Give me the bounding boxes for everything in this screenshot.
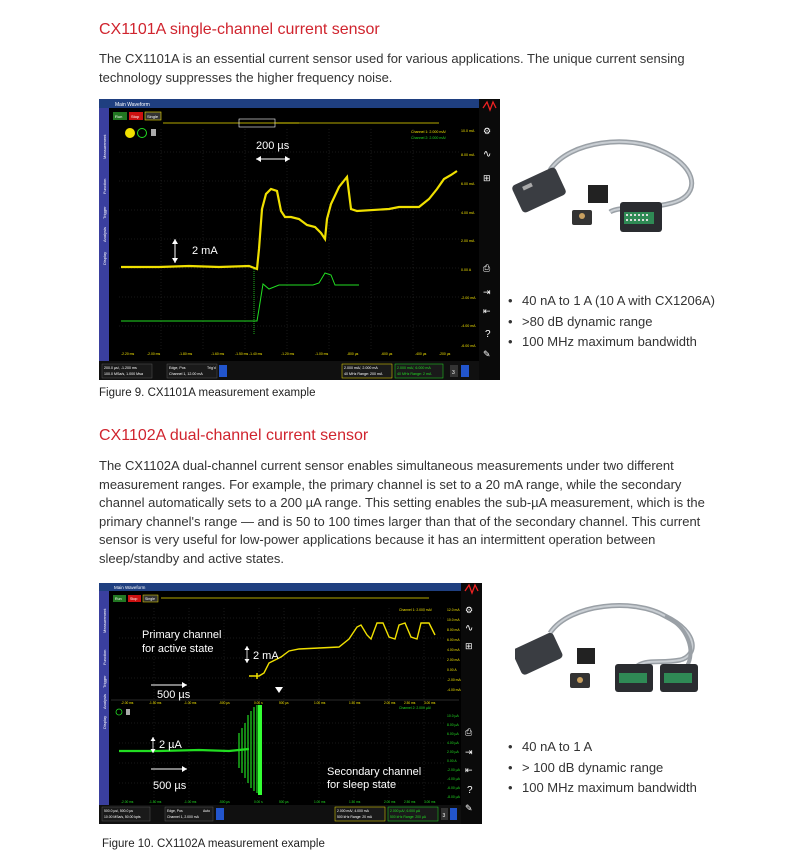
figure10-caption: Figure 10. CX1102A measurement example <box>102 838 325 850</box>
svg-text:Main Waveform: Main Waveform <box>114 585 146 590</box>
svg-text:-1.00 ms: -1.00 ms <box>184 701 197 705</box>
svg-text:500 kHz Range: 200 µA: 500 kHz Range: 200 µA <box>390 815 427 819</box>
annotation-500us-upper: 500 µs <box>157 689 191 701</box>
svg-text:Channel 2: 2.000 µA/: Channel 2: 2.000 µA/ <box>399 706 431 710</box>
svg-text:-500 µs: -500 µs <box>219 701 230 705</box>
svg-text:2.000 mA/, 6.000 mA: 2.000 mA/, 6.000 mA <box>397 366 431 370</box>
logout-icon[interactable]: ⇤ <box>465 765 473 775</box>
svg-text:-8.00 µA: -8.00 µA <box>447 795 460 799</box>
svg-text:2.00 ms: 2.00 ms <box>384 701 396 705</box>
svg-text:10.0 mA: 10.0 mA <box>447 618 460 622</box>
scope2-run-button[interactable] <box>113 595 126 602</box>
svg-text:-2.00 ms: -2.00 ms <box>121 701 134 705</box>
svg-text:2.50 ms: 2.50 ms <box>404 800 416 804</box>
scope1-tab-trigger[interactable]: Trigger <box>102 206 107 219</box>
scope2-tab-measurement[interactable]: Measurement <box>102 608 107 633</box>
svg-text:0.00 A: 0.00 A <box>447 668 457 672</box>
scope2-stop-button[interactable] <box>128 595 141 602</box>
scope1-trigger-d-button[interactable] <box>219 365 227 377</box>
svg-text:-1.00 ms: -1.00 ms <box>315 352 329 356</box>
scope2-tab-trigger[interactable]: Trigger <box>102 675 107 688</box>
svg-text:-1.50 ms: -1.50 ms <box>149 701 162 705</box>
svg-text:6.00 µA: 6.00 µA <box>447 732 459 736</box>
svg-text:2.00 µA: 2.00 µA <box>447 750 459 754</box>
svg-text:4.00 mA: 4.00 mA <box>447 648 460 652</box>
svg-text:4.00 µA: 4.00 µA <box>447 741 459 745</box>
svg-text:Channel 1: 2.000 mA/: Channel 1: 2.000 mA/ <box>411 130 446 134</box>
svg-text:-1.60 ms: -1.60 ms <box>211 352 225 356</box>
svg-text:Stop: Stop <box>130 597 138 601</box>
login-icon[interactable]: ⇥ <box>483 287 491 297</box>
svg-text:3.00 ms: 3.00 ms <box>424 701 436 705</box>
svg-text:2.000 µA/, 6.000 µA: 2.000 µA/, 6.000 µA <box>390 809 421 813</box>
annotation-primary-channel: Primary channel <box>142 629 222 641</box>
cx1102a-feature-list <box>508 737 697 799</box>
scope1-stop-button[interactable] <box>129 112 143 120</box>
svg-text:3.00 ms: 3.00 ms <box>424 800 436 804</box>
cx1101a-feature-list <box>508 291 715 353</box>
logout-icon[interactable]: ⇤ <box>483 306 491 316</box>
section1-body: The CX1101A is an essential current sensor used for various applications. The unique current sensing technology suppresses the higher frequency noise. <box>99 51 685 85</box>
svg-text:3: 3 <box>452 370 455 376</box>
svg-text:0.00 s: 0.00 s <box>254 800 263 804</box>
svg-text:40 MHz Range: 200 mA: 40 MHz Range: 200 mA <box>344 372 383 376</box>
svg-text:0.00 A: 0.00 A <box>447 759 457 763</box>
feature-item: • 40 nA to 1 A (10 A with CX1206A) <box>508 291 715 312</box>
annotation-500us-lower: 500 µs <box>153 780 187 792</box>
channel2-indicator-icon[interactable] <box>138 129 147 138</box>
grid-icon[interactable]: ⊞ <box>465 641 473 651</box>
scope2-tab-display[interactable]: Display <box>102 715 107 729</box>
section2-title: CX1102A dual-channel current sensor <box>99 427 369 444</box>
section1-title: CX1101A single-channel current sensor <box>99 21 380 38</box>
svg-text:0.00 A: 0.00 A <box>461 268 472 272</box>
svg-text:-4.00 mA: -4.00 mA <box>461 324 476 328</box>
svg-text:8.00 µA: 8.00 µA <box>447 723 459 727</box>
svg-text:Channel 1, 12.00 mA: Channel 1, 12.00 mA <box>169 372 203 376</box>
svg-text:2.00 mA: 2.00 mA <box>461 239 475 243</box>
scope1-tab-function[interactable]: Function <box>102 178 107 194</box>
svg-text:200.0 µs/, -1.200 ms: 200.0 µs/, -1.200 ms <box>104 366 137 370</box>
svg-text:Edge, Pos: Edge, Pos <box>169 366 186 370</box>
svg-text:Stop: Stop <box>131 114 140 119</box>
svg-text:-500 µs: -500 µs <box>219 800 230 804</box>
section2-body: The CX1102A dual-channel current sensor enables simultaneous measurements under two different measurement ranges. For example, the primary channel is set to a 20 mA range, while the secondary channel automatically sets to a 200 µA range. This setting enables the sub-µA measurement, which is the primary channel's range — and is 50 to 100 times larger than that of the secondary channel. This current sensor is very useful for low-power applications because it has an intermittent operation between sleep/standby and active states. <box>99 458 705 566</box>
channel2-indicator-icon[interactable] <box>116 709 122 715</box>
feature-item: • 40 nA to 1 A <box>508 737 697 758</box>
svg-text:1.00 ms: 1.00 ms <box>314 800 326 804</box>
svg-text:2.00 mA: 2.00 mA <box>447 658 460 662</box>
help-icon[interactable]: ? <box>467 785 473 796</box>
waveform-icon[interactable]: ∿ <box>483 149 492 160</box>
scope2-tab-analysis[interactable]: Analysis <box>102 694 107 709</box>
svg-text:6.00 mA: 6.00 mA <box>461 182 475 186</box>
trash-icon[interactable] <box>126 709 130 715</box>
annotation-secondary-channel: Secondary channel <box>327 766 422 778</box>
login-icon[interactable]: ⇥ <box>465 747 473 757</box>
svg-text:500 µs: 500 µs <box>279 800 289 804</box>
svg-text:-4.00 mA: -4.00 mA <box>447 688 461 692</box>
scope1-tab-analysis[interactable]: Analysis <box>102 227 107 242</box>
svg-text:500 kHz Range: 20 mA: 500 kHz Range: 20 mA <box>337 815 373 819</box>
svg-text:-2.00 ms: -2.00 ms <box>147 352 161 356</box>
svg-text:Single: Single <box>147 114 159 119</box>
svg-text:Single: Single <box>145 597 155 601</box>
wrench-icon[interactable]: ⚙ <box>465 605 474 615</box>
svg-text:500.0 µs/, 500.0 µs: 500.0 µs/, 500.0 µs <box>104 809 133 813</box>
svg-text:4.00 mA: 4.00 mA <box>461 211 475 215</box>
cx1101a-product-photo <box>510 130 710 245</box>
scope-screenshot-2 <box>99 583 482 824</box>
tools-icon[interactable]: ✎ <box>465 803 473 813</box>
scope-screenshot-1 <box>99 99 500 380</box>
svg-text:-4.00 µA: -4.00 µA <box>447 777 460 781</box>
scope1-tab-display[interactable]: Display <box>102 251 107 265</box>
svg-text:-2.20 ms: -2.20 ms <box>121 352 135 356</box>
svg-text:-600 µs: -600 µs <box>381 352 393 356</box>
svg-text:-6.00 mA: -6.00 mA <box>461 344 476 348</box>
help-icon[interactable]: ? <box>485 329 491 340</box>
svg-text:40 MHz Range: 2 mA: 40 MHz Range: 2 mA <box>397 372 432 376</box>
waveform-icon[interactable]: ∿ <box>465 623 474 634</box>
annotation-2uA: 2 µA <box>159 739 182 751</box>
annotation-200us: 200 µs <box>256 140 290 152</box>
svg-text:Edge, Pos: Edge, Pos <box>167 809 183 813</box>
svg-text:1.00 ms: 1.00 ms <box>314 701 326 705</box>
svg-text:10.0 mA: 10.0 mA <box>461 129 475 133</box>
trigger-marker-icon <box>275 687 283 693</box>
svg-text:1.50 ms: 1.50 ms <box>349 800 361 804</box>
feature-item: • 100 MHz maximum bandwidth <box>508 332 715 353</box>
svg-text:2.50 ms: 2.50 ms <box>404 701 416 705</box>
grid-icon[interactable]: ⊞ <box>483 173 491 183</box>
scope2-tab-function[interactable]: Function <box>102 649 107 665</box>
channel1-indicator-icon[interactable] <box>125 128 135 138</box>
svg-text:8.00 mA: 8.00 mA <box>461 153 475 157</box>
svg-text:6.00 mA: 6.00 mA <box>447 638 460 642</box>
svg-text:-2.00 µA: -2.00 µA <box>447 768 460 772</box>
svg-text:-1.20 ms: -1.20 ms <box>281 352 295 356</box>
annotation-sleep-state: for sleep state <box>327 779 397 791</box>
svg-text:-1.40 ms: -1.40 ms <box>249 352 263 356</box>
print-icon[interactable]: ⎙ <box>483 263 491 273</box>
scope1-run-button[interactable] <box>113 112 127 120</box>
wrench-icon[interactable]: ⚙ <box>483 126 492 136</box>
svg-text:2.00 ms: 2.00 ms <box>384 800 396 804</box>
svg-text:0.00 s: 0.00 s <box>254 701 263 705</box>
cx1102a-product-photo <box>515 598 705 706</box>
scope1-window-title: Main Waveform <box>115 102 150 108</box>
svg-text:Channel 2: 2.000 mA/: Channel 2: 2.000 mA/ <box>411 136 446 140</box>
svg-text:Auto: Auto <box>203 809 210 813</box>
svg-text:Channel 1, 2.000 mA: Channel 1, 2.000 mA <box>167 815 199 819</box>
annotation-2mA: 2 mA <box>192 245 218 257</box>
tools-icon[interactable]: ✎ <box>483 349 491 359</box>
svg-text:10.00 MSa/s, 50.00 kpts: 10.00 MSa/s, 50.00 kpts <box>104 815 141 819</box>
svg-text:-1.00 ms: -1.00 ms <box>184 800 197 804</box>
svg-text:3: 3 <box>442 813 446 819</box>
svg-text:-6.00 µA: -6.00 µA <box>447 786 460 790</box>
svg-text:Channel 1: 2.000 mA/: Channel 1: 2.000 mA/ <box>399 608 432 612</box>
svg-text:8.00 mA: 8.00 mA <box>447 628 460 632</box>
feature-item: • >80 dB dynamic range <box>508 312 715 333</box>
svg-text:Trig'd: Trig'd <box>207 366 216 370</box>
trash-icon[interactable] <box>151 129 156 136</box>
svg-text:-2.00 mA: -2.00 mA <box>447 678 461 682</box>
svg-text:500 µs: 500 µs <box>279 701 289 705</box>
svg-text:12.0 mA: 12.0 mA <box>447 608 460 612</box>
svg-text:-2.00 ms: -2.00 ms <box>121 800 134 804</box>
svg-text:-1.80 ms: -1.80 ms <box>179 352 193 356</box>
svg-text:-200 µs: -200 µs <box>439 352 451 356</box>
svg-text:-2.00 mA: -2.00 mA <box>461 296 476 300</box>
annotation-active-state: for active state <box>142 643 214 655</box>
svg-text:-800 µs: -800 µs <box>347 352 359 356</box>
svg-text:-1.50 ms: -1.50 ms <box>235 352 249 356</box>
scope2-single-button[interactable] <box>143 595 158 602</box>
scope1-tab-measurement[interactable]: Measurement <box>102 134 107 159</box>
svg-text:1.50 ms: 1.50 ms <box>349 701 361 705</box>
figure9-caption: Figure 9. CX1101A measurement example <box>99 387 316 399</box>
svg-text:-1.50 ms: -1.50 ms <box>149 800 162 804</box>
feature-item: • > 100 dB dynamic range <box>508 758 697 779</box>
svg-text:2.000 mA/, 4.000 mA: 2.000 mA/, 4.000 mA <box>337 809 369 813</box>
print-icon[interactable]: ⎙ <box>465 727 473 737</box>
svg-text:Run: Run <box>115 597 122 601</box>
scope2-trigger-d-button[interactable] <box>216 808 224 820</box>
svg-text:-400 µs: -400 µs <box>415 352 427 356</box>
svg-text:Run: Run <box>115 114 123 119</box>
svg-text:100.0 MSa/s, 1.000 Msa: 100.0 MSa/s, 1.000 Msa <box>104 372 143 376</box>
svg-text:10.0 µA: 10.0 µA <box>447 714 459 718</box>
svg-text:2.000 mA/, 2.000 mA: 2.000 mA/, 2.000 mA <box>344 366 378 370</box>
scope1-single-button[interactable] <box>145 112 161 120</box>
feature-item: • 100 MHz maximum bandwidth <box>508 778 697 799</box>
annotation-2mA-upper: 2 mA <box>253 650 279 662</box>
